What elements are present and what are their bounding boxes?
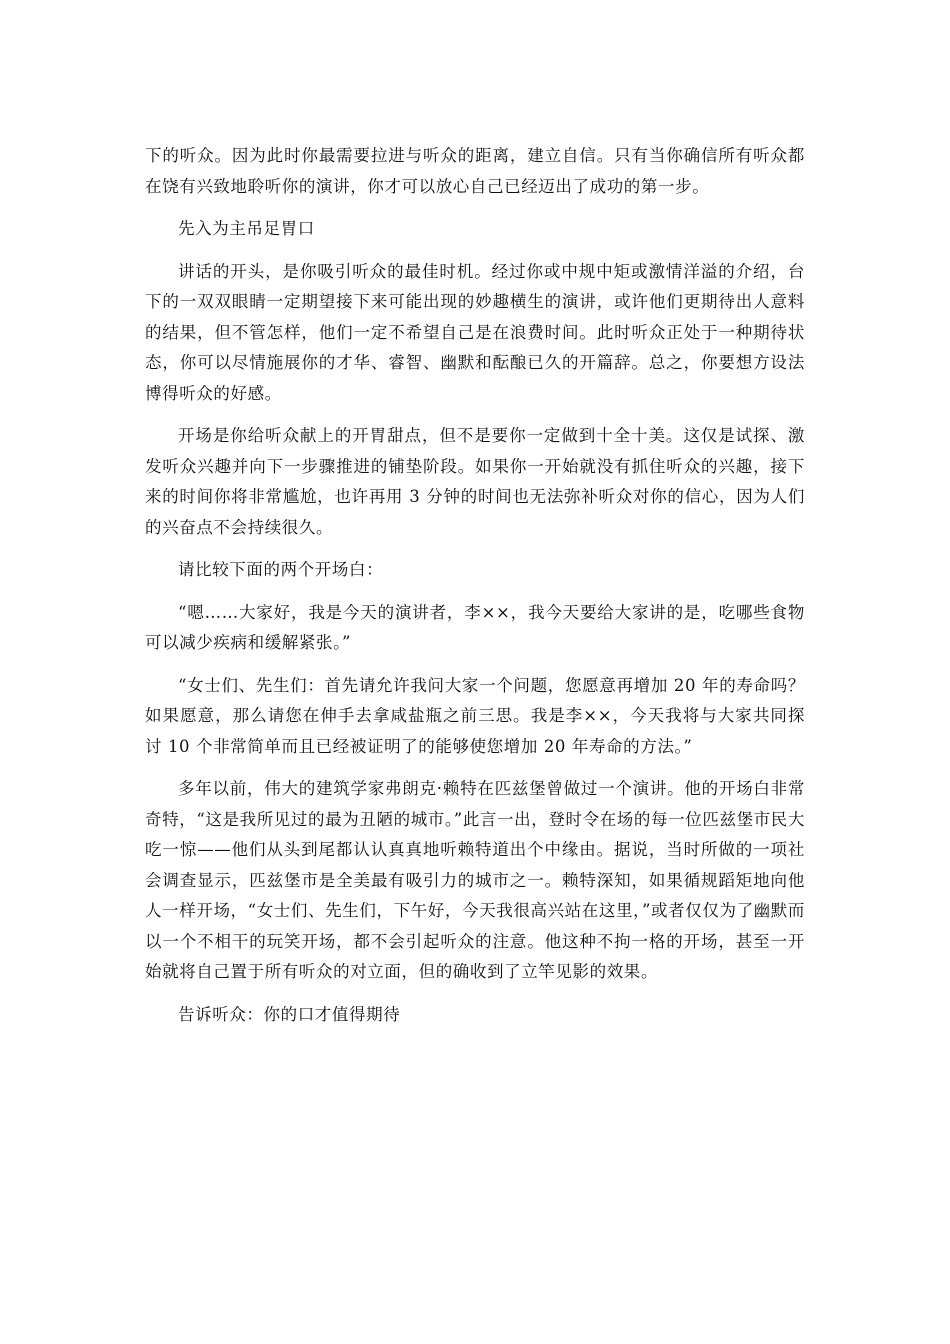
- paragraph-continuation: 下的听众。因为此时你最需要拉进与听众的距离，建立自信。只有当你确信所有听众都在饶有兴致地聆听你的演讲，你才可以放心自己已经迈出了成功的第一步。: [145, 146, 805, 196]
- quote-opening-one: “嗯……大家好，我是今天的演讲者，李××，我今天要给大家讲的是，吃哪些食物可以减少疾病和缓解紧张。”: [145, 602, 805, 652]
- paragraph-wright-story: 多年以前，伟大的建筑学家弗朗克·赖特在匹兹堡曾做过一个演讲。他的开场白非常奇特，“这是我所见过的最为丑陋的城市。”此言一出，登时令在场的每一位匹兹堡市民大吃一惊——他们从头到尾都认认真真地听赖特道出个中缘由。据说，当时所做的一项社会调查显示，匹兹堡市是全美最有吸引力的城市之一。赖特深知，如果循规蹈矩地向他人一样开场，“女士们、先生们，下午好，今天我很高兴站在这里，”或者仅仅为了幽默而以一个不相干的玩笑开场，都不会引起听众的注意。他这种不拘一格的开场，甚至一开始就将自己置于所有听众的对立面，但的确收到了立竿见影的效果。: [145, 779, 805, 981]
- document-page: [145, 141, 805, 1030]
- paragraph-opening-moment: 讲话的开头，是你吸引听众的最佳时机。经过你或中规中矩或激情洋溢的介绍，台下的一双双眼睛一定期望接下来可能出现的妙趣横生的演讲，或许他们更期待出人意料的结果，但不管怎样，他们一定不希望自己是在浪费时间。此时听众正处于一种期待状态，你可以尽情施展你的才华、睿智、幽默和酝酿已久的开篇辞。总之，你要想方设法博得听众的好感。: [145, 261, 805, 403]
- section-heading-eloquence: 告诉听众：你的口才值得期待: [178, 1004, 401, 1024]
- section-heading-first-impression: 先入为主吊足胃口: [178, 219, 315, 238]
- quote-opening-two: “女士们、先生们：首先请允许我问大家一个问题，您愿意再增加 20 年的寿命吗？如果愿意，那么请您在伸手去拿咸盐瓶之前三思。我是李××，今天我将与大家共同探讨 10 个非常简单而且已经被证明了的能够使您增加 20 年寿命的方法。”: [145, 675, 805, 756]
- paragraph-appetizer: 开场是你给听众献上的开胃甜点，但不是要你一定做到十全十美。这仅是试探、激发听众兴趣并向下一步骤推进的铺垫阶段。如果你一开始就没有抓住听众的兴趣，接下来的时间你将非常尴尬，也许再用 3 分钟的时间也无法弥补听众对你的信心，因为人们的兴奋点不会持续很久。: [145, 426, 805, 537]
- paragraph-compare-intro: 请比较下面的两个开场白：: [178, 560, 384, 579]
